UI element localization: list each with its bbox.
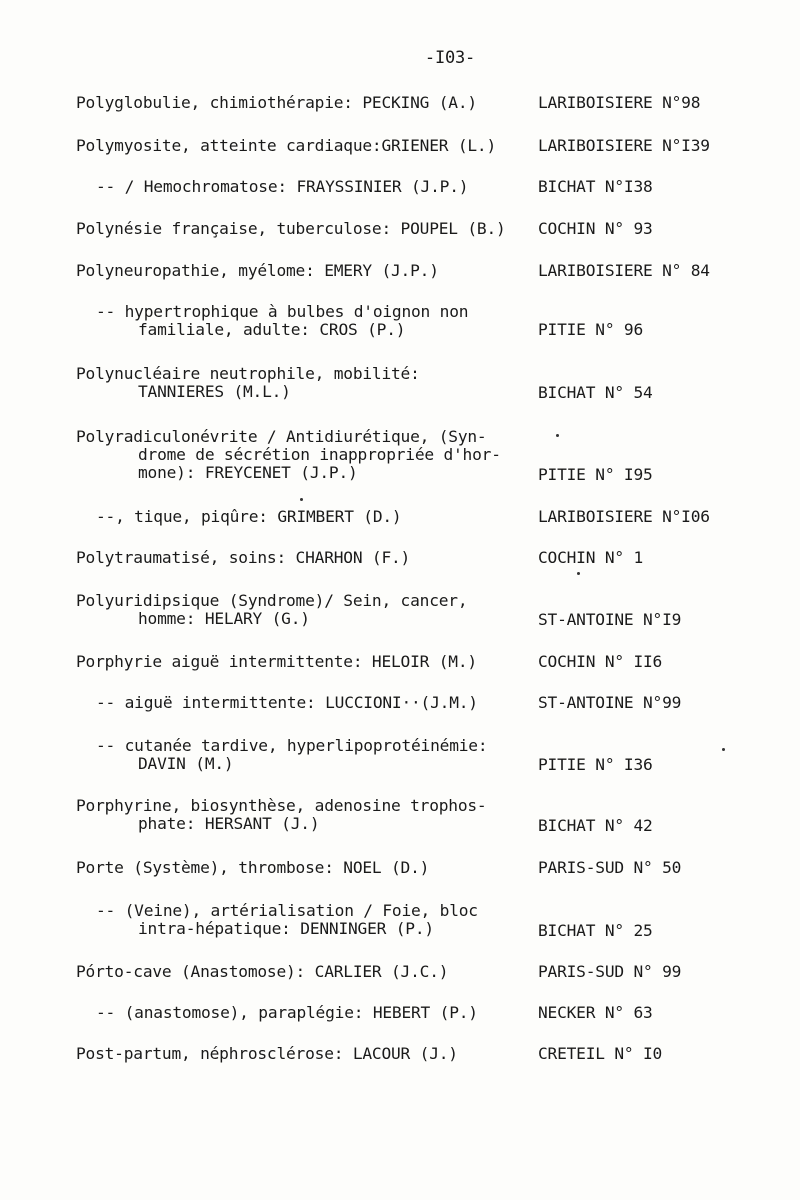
- entry-text: [96, 902, 478, 938]
- entry-line: -- hypertrophique à bulbes d'oignon non: [96, 302, 469, 321]
- entry-text: [76, 963, 448, 981]
- entry-text: [76, 220, 506, 238]
- entry-location: LARIBOISIERE N° 84: [538, 261, 710, 280]
- entry-location: COCHIN N° II6: [538, 652, 663, 671]
- entry-line: Polymyosite, atteinte cardiaque:GRIENER (L.): [76, 136, 497, 155]
- entry-text: [76, 549, 410, 567]
- entry-text: [96, 508, 401, 526]
- entry-line: Polyuridipsique (Syndrome)/ Sein, cancer,: [76, 591, 468, 610]
- scan-speck: [556, 434, 559, 437]
- entry-location: LARIBOISIERE N°I06: [538, 507, 710, 526]
- entry-location: PITIE N° 96: [538, 320, 644, 339]
- entry-line: --, tique, piqûre: GRIMBERT (D.): [96, 507, 402, 526]
- entry-location: BICHAT N°I38: [538, 177, 653, 196]
- entry-text: [96, 178, 468, 196]
- entry-line: Porphyrie aiguë intermittente: HELOIR (M.): [76, 652, 477, 671]
- entry-location: ST-ANTOINE N°I9: [538, 610, 682, 629]
- entry-location: BICHAT N° 54: [538, 383, 653, 402]
- entry-line: homme: HELARY (G.): [138, 609, 310, 628]
- entry-text: [76, 1045, 458, 1063]
- entry-line: -- / Hemochromatose: FRAYSSINIER (J.P.): [96, 177, 469, 196]
- entry-line: Polyradiculonévrite / Antidiurétique, (Syn-: [76, 427, 487, 446]
- entry-text: [76, 365, 420, 401]
- entry-text: [76, 94, 477, 112]
- entry-line: drome de sécrétion inappropriée d'hor-: [138, 445, 501, 464]
- entry-text: [76, 653, 477, 671]
- entry-line: Polyglobulie, chimiothérapie: PECKING (A.): [76, 93, 477, 112]
- page-number: -I03-: [424, 48, 476, 68]
- entry-line: Post-partum, néphrosclérose: LACOUR (J.): [76, 1044, 458, 1063]
- entry-line: Porphyrine, biosynthèse, adenosine trophos-: [76, 796, 487, 815]
- entry-text: [96, 694, 478, 712]
- entry-line: -- cutanée tardive, hyperlipoprotéinémie:: [96, 736, 488, 755]
- entry-location: BICHAT N° 25: [538, 921, 653, 940]
- entry-line: -- (Veine), artérialisation / Foie, bloc: [96, 901, 478, 920]
- entry-text: [96, 1004, 478, 1022]
- entry-line: Polytraumatisé, soins: CHARHON (F.): [76, 548, 411, 567]
- entry-location: ST-ANTOINE N°99: [538, 693, 682, 712]
- entry-line: -- (anastomose), paraplégie: HEBERT (P.): [96, 1003, 478, 1022]
- entry-text: [76, 137, 496, 155]
- entry-text: [76, 592, 467, 628]
- entry-location: BICHAT N° 42: [538, 816, 653, 835]
- entry-line: Pórto-cave (Anastomose): CARLIER (J.C.): [76, 962, 449, 981]
- scan-speck: [300, 498, 303, 501]
- entry-line: intra-hépatique: DENNINGER (P.): [138, 919, 434, 938]
- entry-line: Porte (Système), thrombose: NOEL (D.): [76, 858, 430, 877]
- entry-location: PARIS-SUD N° 50: [538, 858, 682, 877]
- entry-location: COCHIN N° 1: [538, 548, 644, 567]
- scan-speck: [577, 572, 580, 575]
- entry-line: phate: HERSANT (J.): [138, 814, 320, 833]
- entry-line: DAVIN (M.): [138, 754, 234, 773]
- entry-line: TANNIERES (M.L.): [138, 382, 291, 401]
- entry-location: PITIE N° I36: [538, 755, 653, 774]
- scan-speck: [722, 748, 725, 751]
- entry-location: PITIE N° I95: [538, 465, 653, 484]
- entry-line: -- aiguë intermittente: LUCCIONI··(J.M.): [96, 693, 478, 712]
- entry-text: [96, 737, 487, 773]
- entry-text: [76, 262, 439, 280]
- entry-location: LARIBOISIERE N°I39: [538, 136, 710, 155]
- entry-text: [76, 797, 486, 833]
- entry-line: familiale, adulte: CROS (P.): [138, 320, 406, 339]
- entry-line: Polynucléaire neutrophile, mobilité:: [76, 364, 420, 383]
- entry-line: Polynésie française, tuberculose: POUPEL (B.): [76, 219, 506, 238]
- entry-line: mone): FREYCENET (J.P.): [138, 463, 358, 482]
- entry-location: LARIBOISIERE N°98: [538, 93, 701, 112]
- entry-text: [76, 859, 429, 877]
- entry-text: [76, 428, 501, 482]
- entry-location: NECKER N° 63: [538, 1003, 653, 1022]
- entry-location: CRETEIL N° I0: [538, 1044, 663, 1063]
- entry-location: COCHIN N° 93: [538, 219, 653, 238]
- entry-text: [96, 303, 468, 339]
- entry-location: PARIS-SUD N° 99: [538, 962, 682, 981]
- entry-line: Polyneuropathie, myélome: EMERY (J.P.): [76, 261, 439, 280]
